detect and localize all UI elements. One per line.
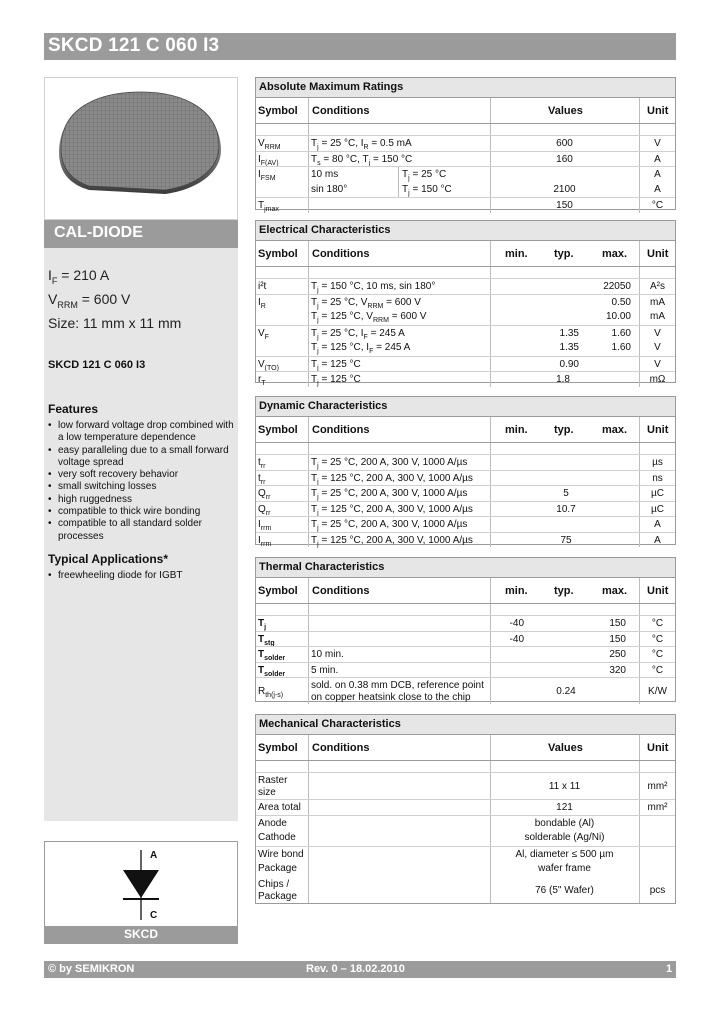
footer-page-number: 1	[666, 963, 673, 975]
table-row: Chips / Package 76 (5" Wafer) pcs	[258, 878, 666, 902]
product-type: CAL-DIODE	[54, 224, 143, 241]
table-row: $T_{solder}$ 5 min. 320 °C	[256, 662, 675, 678]
footer-copyright: © by SEMIKRON	[48, 963, 135, 975]
electrical-table	[255, 220, 676, 387]
table-row: $T_j = 125$ °C, $I_F = 245$ A 1.35 1.60 V	[256, 340, 675, 356]
table-row: $I_R$ $T_j = 25$ °C, $V_{RRM} = 600$ V 0.50 mA	[256, 294, 675, 310]
table-row: $V_{(TO)}$ $T_j = 125$ °C 0.90 V	[256, 356, 675, 372]
table-row: $T_j = 125$ °C, $V_{RRM} = 600$ V 10.00 mA	[256, 309, 675, 325]
cathode-pin-label: C	[150, 910, 158, 921]
dynamic-title: Dynamic Characteristics	[256, 397, 675, 417]
page-title: SKCD 121 C 060 I3	[48, 35, 220, 56]
applications-title: Typical Applications*	[48, 552, 169, 566]
table-row: Raster size 11 x 11 mm²	[256, 772, 675, 799]
wafer-image	[44, 77, 238, 220]
mechanical-title: Mechanical Characteristics	[256, 715, 675, 735]
part-name: SKCD 121 C 060 I3	[48, 359, 146, 371]
features-title: Features	[48, 402, 99, 416]
table-row: $T_{solder}$ 10 min. 250 °C	[256, 646, 675, 662]
table-row: $t_{rr}$ $T_j = 125$ °C, 200 A, 300 V, 1000 A/µs ns	[256, 470, 675, 486]
feature-item: • very soft recovery behavior	[48, 469, 236, 481]
footer	[44, 961, 676, 978]
table-row: sin 180° $T_j = 150$ °C 2100 A	[256, 182, 675, 198]
spec-size: Size: 11 mm x 11 mm	[48, 315, 182, 331]
table-row: Cathode solderable (Ag/Ni)	[256, 830, 675, 846]
table-row: Package wafer frame	[256, 861, 675, 877]
left-panel	[44, 77, 238, 821]
table-row: $I_{rrm}$ $T_j = 25$ °C, 200 A, 300 V, 1000 A/µs A	[256, 516, 675, 532]
table-row: $t_{rr}$ $T_j = 25$ °C, 200 A, 300 V, 1000 A/µs µs	[256, 454, 675, 470]
col-symbol: Symbol	[258, 105, 298, 117]
table-row: $Q_{rr}$ $T_j = 25$ °C, 200 A, 300 V, 1000 A/µs 5 µC	[256, 485, 675, 501]
mechanical-table	[255, 714, 676, 904]
thermal-table	[255, 557, 676, 702]
spec-if: $I_F = 210$ A	[48, 267, 110, 286]
anode-pin-label: A	[150, 850, 158, 861]
electrical-header: Symbol Conditions min. typ. max. Unit	[256, 241, 675, 267]
spec-vrrm: $V_{RRM} = 600$ V	[48, 291, 131, 310]
table-row: i²t $T_j = 150$ °C, 10 ms, sin 180° 22050 A²s	[256, 278, 675, 294]
table-row: $T_{stg}$ -40 150 °C	[256, 631, 675, 647]
table-row: $V_F$ $T_j = 25$ °C, $I_F = 245$ A 1.35 1.60 V	[256, 325, 675, 341]
table-row: Wire bond Al, diameter ≤ 500 µm	[256, 846, 675, 862]
table-row: Anode bondable (Al)	[256, 815, 675, 831]
feature-item: • small switching losses	[48, 481, 236, 493]
feature-item: • compatible to thick wire bonding	[48, 506, 236, 518]
col-conditions: Conditions	[312, 105, 370, 117]
table-row: $R_{th(j-s)}$ sold. on 0.38 mm DCB, reference point on copper heatsink close to the chip 0.24 K/W	[256, 677, 675, 704]
abs-max-title: Absolute Maximum Ratings	[256, 78, 675, 98]
applications-list	[48, 570, 183, 582]
features-list	[48, 420, 236, 543]
col-unit: Unit	[647, 105, 669, 117]
table-row: $I_{FSM}$ 10 ms $T_j = 25$ °C A	[256, 166, 675, 182]
diode-label: SKCD	[45, 926, 237, 943]
col-values: Values	[548, 105, 583, 117]
application-item: • freewheeling diode for IGBT	[48, 570, 183, 582]
table-row: $I_{rrm}$ $T_j = 125$ °C, 200 A, 300 V, 1000 A/µs 75 A	[256, 532, 675, 548]
footer-revision: Rev. 0 – 18.02.2010	[306, 963, 405, 975]
feature-item: • low forward voltage drop combined with a low temperature dependence	[48, 420, 236, 445]
feature-item: • easy paralleling due to a small forward voltage spread	[48, 445, 236, 470]
dynamic-table	[255, 396, 676, 548]
abs-max-header	[256, 98, 675, 124]
feature-item: • compatible to all standard solder processes	[48, 518, 236, 543]
table-row: $T_{jmax}$ 150 °C	[256, 197, 675, 213]
table-row: $I_{F(AV)}$ $T_s = 80$ °C, $T_j = 150$ °C 160 A	[256, 151, 675, 167]
product-type-bar	[44, 220, 238, 248]
feature-item: • high ruggedness	[48, 494, 236, 506]
electrical-title: Electrical Characteristics	[256, 221, 675, 241]
table-row: $V_{RRM}$ $T_j = 25$ °C, $I_R = 0.5$ mA 600 V	[256, 135, 675, 151]
table-row: $Q_{rr}$ $T_j = 125$ °C, 200 A, 300 V, 1000 A/µs 10.7 µC	[256, 501, 675, 517]
table-row: $r_T$ $T_j = 125$ °C 1.8 mΩ	[256, 371, 675, 387]
diode-icon	[45, 842, 237, 928]
thermal-header: Symbol Conditions min. typ. max. Unit	[256, 578, 675, 604]
table-row: $T_j$ -40 150 °C	[256, 615, 675, 631]
diode-symbol-box	[44, 841, 238, 944]
table-row: Area total 121 mm²	[256, 799, 675, 815]
mechanical-header: Symbol Conditions Values Unit	[256, 735, 675, 761]
title-bar	[44, 33, 676, 60]
thermal-title: Thermal Characteristics	[256, 558, 675, 578]
dynamic-header: Symbol Conditions min. typ. max. Unit	[256, 417, 675, 443]
abs-max-table	[255, 77, 676, 213]
